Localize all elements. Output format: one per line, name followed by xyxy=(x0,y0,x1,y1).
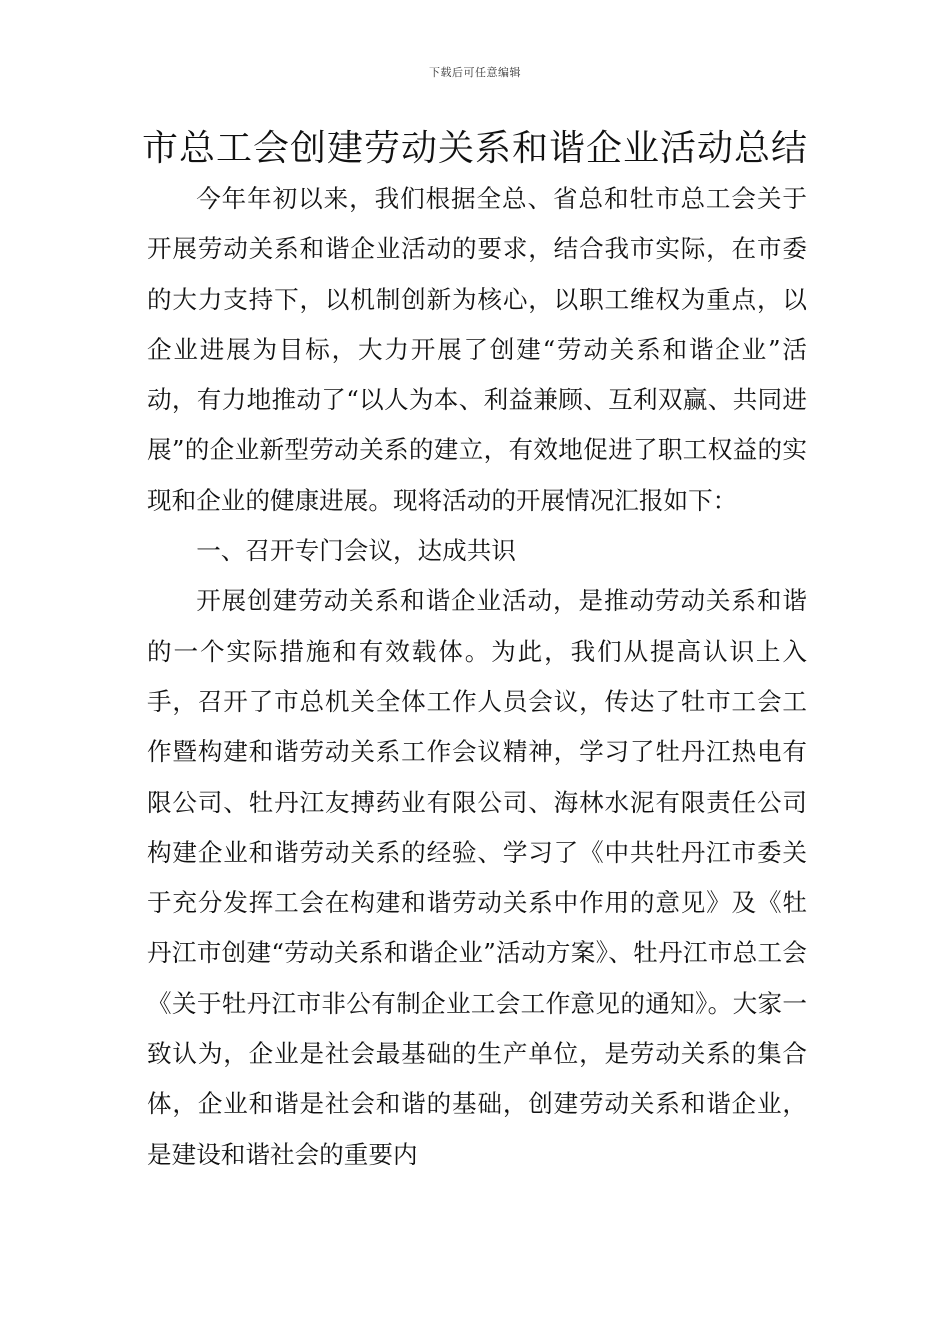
document-title: 市总工会创建劳动关系和谐企业活动总结 xyxy=(141,128,808,169)
section-heading-1: 一、召开专门会议，达成共识 xyxy=(196,536,516,566)
header-note: 下载后可任意编辑 xyxy=(429,66,521,79)
document-body xyxy=(147,174,807,1180)
paragraph-intro: 今年年初以来，我们根据全总、省总和牡市总工会关于开展劳动关系和谐企业活动的要求，结合我市实际，在市委的大力支持下，以机制创新为核心，以职工维权为重点，以企业进展为目标，大力开展了创建“劳动关系和谐企业”活动，有力地推动了“以人为本、利益兼顾、互利双赢、共同进展”的企业新型劳动关系的建立，有效地促进了职工权益的实现和企业的健康进展。现将活动的开展情况汇报如下： xyxy=(147,184,807,515)
paragraph-section-1: 开展创建劳动关系和谐企业活动，是推动劳动关系和谐的一个实际措施和有效载体。为此，我们从提高认识上入手，召开了市总机关全体工作人员会议，传达了牡市工会工作暨构建和谐劳动关系工作会议精神，学习了牡丹江热电有限公司、牡丹江友搏药业有限公司、海林水泥有限责任公司构建企业和谐劳动关系的经验、学习了《中共牡丹江市委关于充分发挥工会在构建和谐劳动关系中作用的意见》及《牡丹江市创建“劳动关系和谐企业”活动方案》、牡丹江市总工会《关于牡丹江市非公有制企业工会工作意见的通知》。大家一致认为，企业是社会最基础的生产单位，是劳动关系的集合体，企业和谐是社会和谐的基础，创建劳动关系和谐企业，是建设和谐社会的重要内 xyxy=(147,586,807,1169)
